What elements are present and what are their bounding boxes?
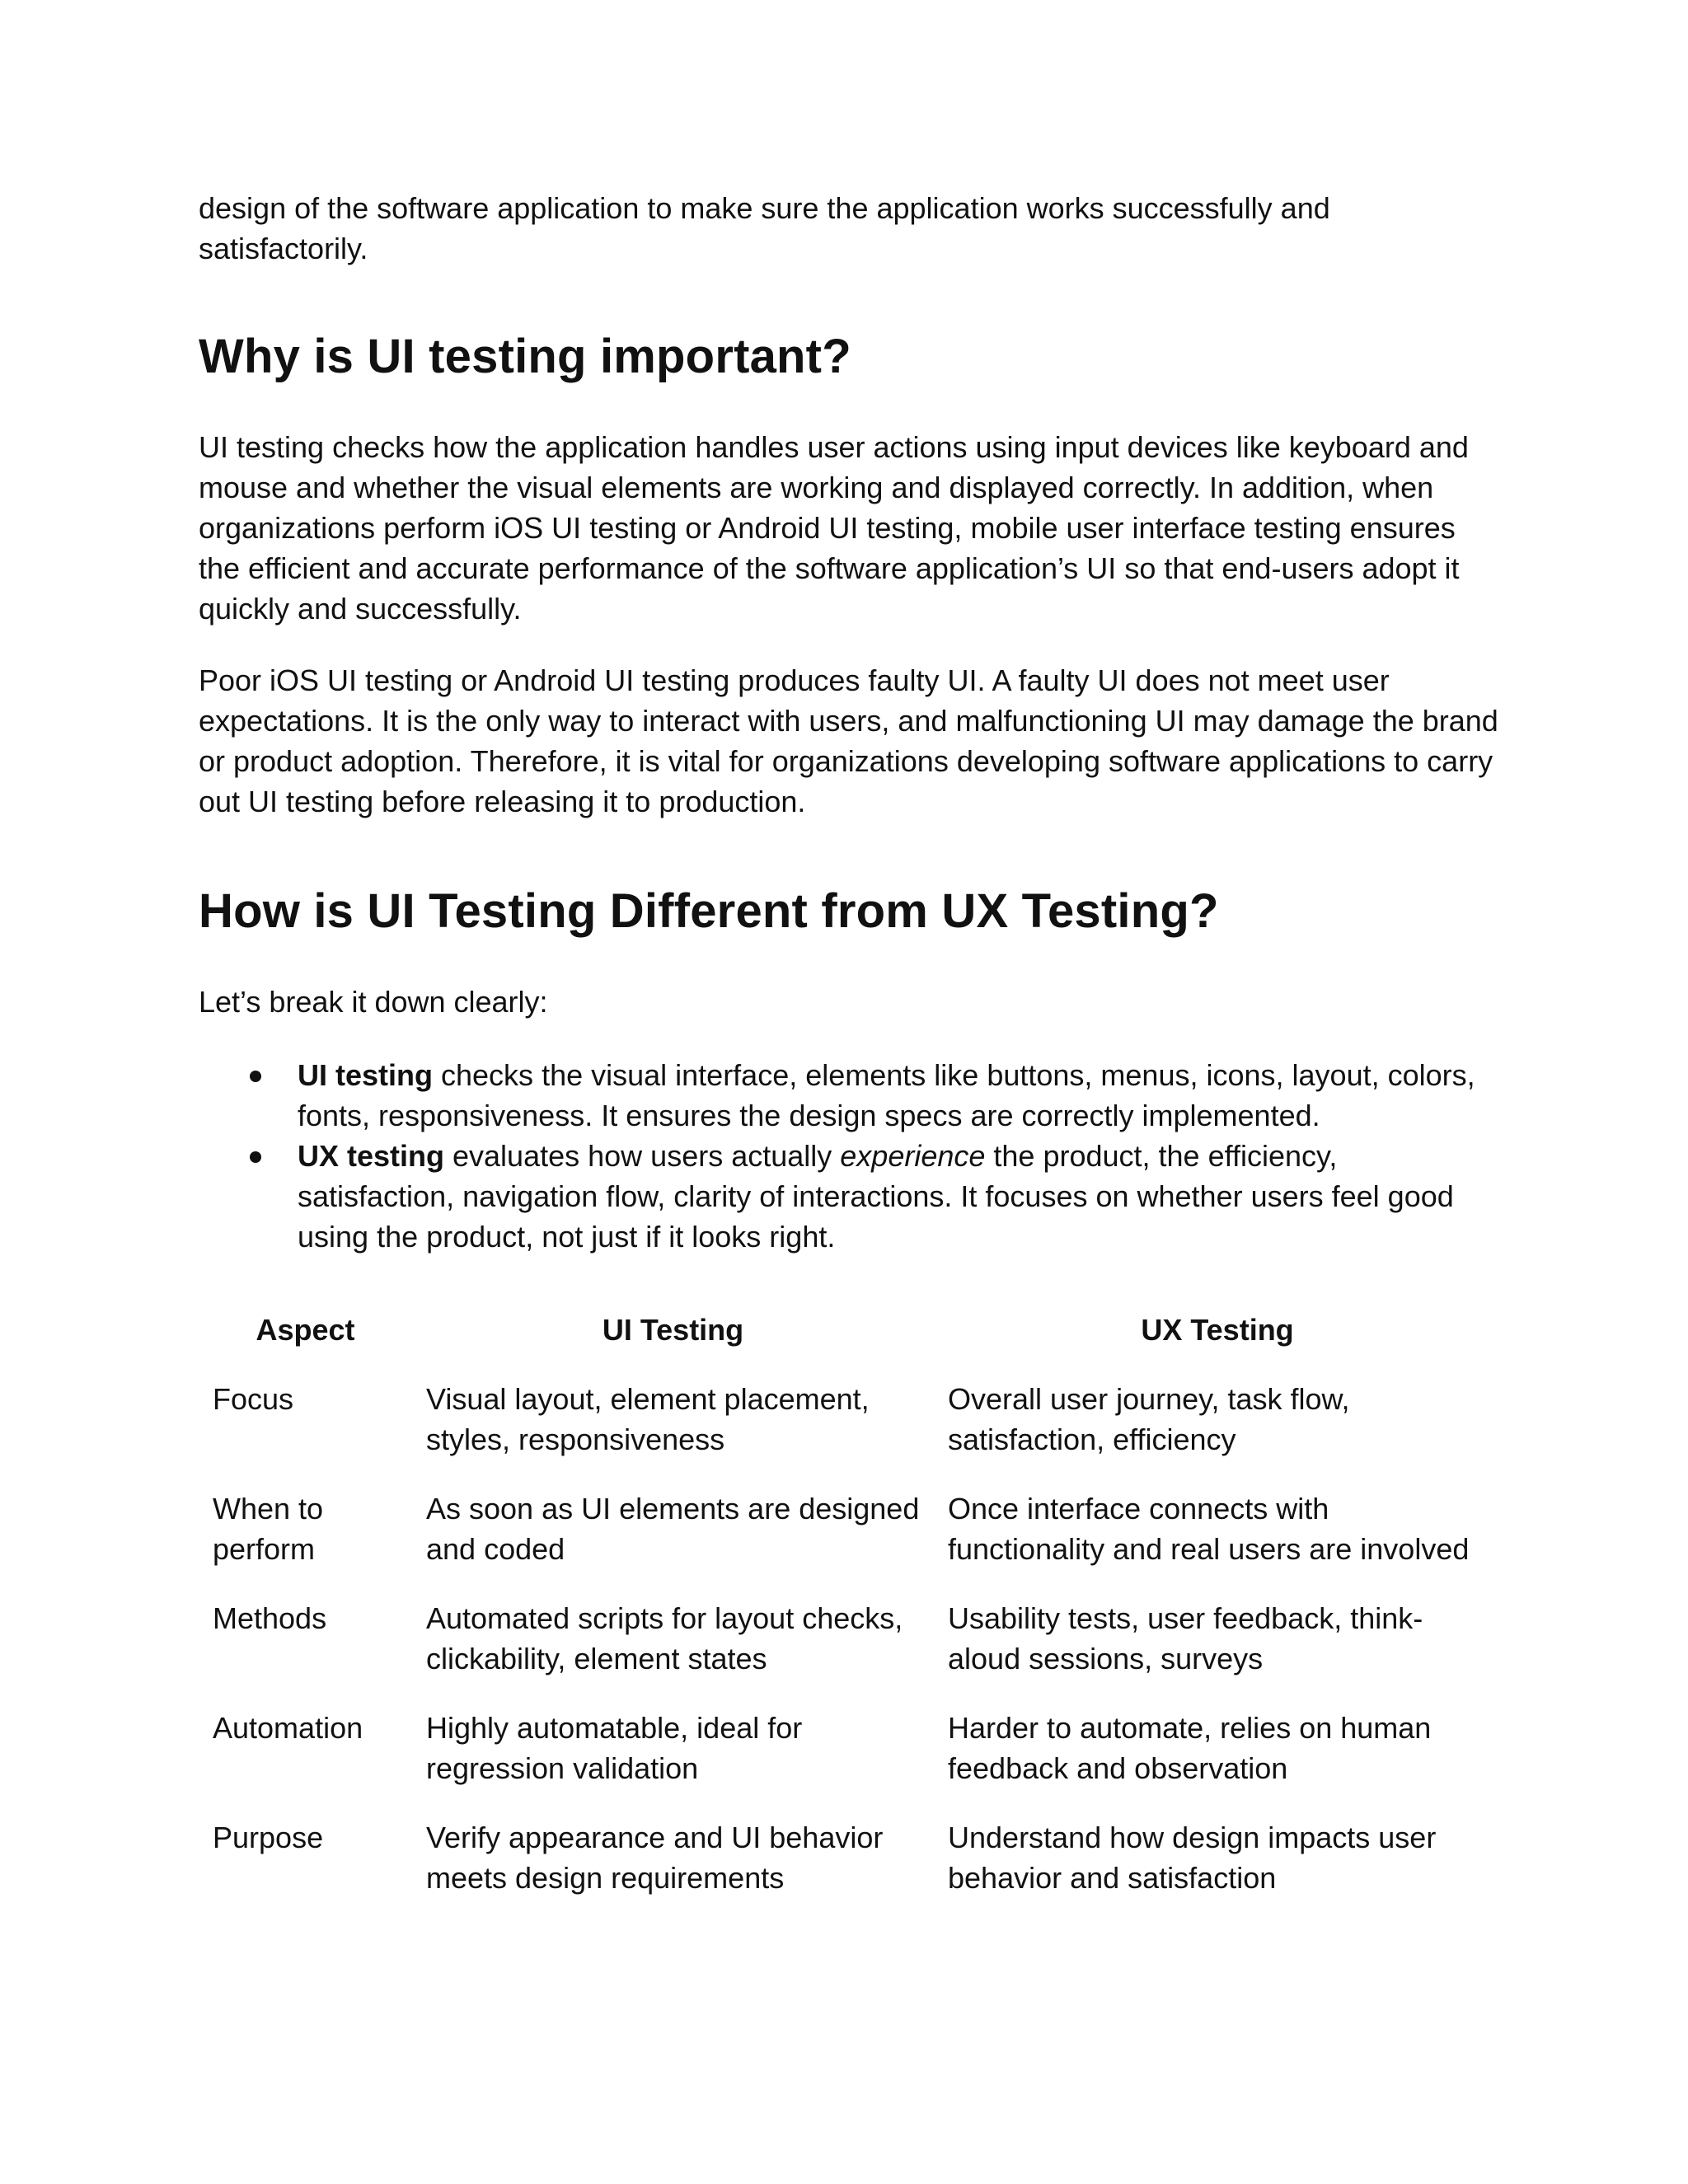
table-header-aspect: Aspect xyxy=(256,1313,355,1347)
bullet-icon xyxy=(250,1151,261,1163)
intro-paragraph: design of the software application to make sure the application works successfully and satisfactorily. xyxy=(199,191,1330,265)
table-cell-ux: Understand how design impacts user behavior and satisfaction xyxy=(948,1821,1437,1895)
table-cell-ux: Overall user journey, task flow, satisfaction, efficiency xyxy=(948,1382,1350,1456)
table-cell-ui: Automated scripts for layout checks, clickability, element states xyxy=(426,1601,903,1675)
table-cell-ui: Highly automatable, ideal for regression validation xyxy=(426,1711,803,1785)
table-header-ux-testing: UX Testing xyxy=(1141,1313,1294,1347)
list-item-ux-testing xyxy=(199,1136,1501,1257)
comparison-table xyxy=(199,1310,1501,1927)
table-header-ui-testing: UI Testing xyxy=(602,1313,744,1347)
table-row xyxy=(199,1488,1501,1598)
table-header-row xyxy=(199,1310,1501,1379)
lead-paragraph: Let’s break it down clearly: xyxy=(199,985,548,1019)
table-cell-ui: Verify appearance and UI behavior meets design requirements xyxy=(426,1821,884,1895)
bullet-term: UX testing xyxy=(298,1139,445,1173)
paragraph-ui-testing-checks: UI testing checks how the application handles user actions using input devices like keyboard and mouse and whether the visual elements are working and displayed correctly. In addition, when organizations perform iOS UI testing or Android UI testing, mobile user interface testing ensures the efficient and accurate performance of the software application’s UI so that end-users adopt it quickly and successfully. xyxy=(199,430,1469,626)
table-cell-aspect: Purpose xyxy=(213,1821,324,1854)
bullet-text: evaluates how users actually xyxy=(444,1139,841,1173)
table-row xyxy=(199,1379,1501,1488)
table-cell-aspect: Focus xyxy=(213,1382,294,1416)
bullet-icon xyxy=(250,1071,261,1082)
bullet-list xyxy=(199,1055,1501,1257)
bullet-text: checks the visual interface, elements like buttons, menus, icons, layout, colors, fonts, responsiveness. It ensures the design specs are correctly implemented. xyxy=(298,1058,1475,1132)
table-cell-ux: Once interface connects with functionality and real users are involved xyxy=(948,1492,1470,1566)
bullet-term: UI testing xyxy=(298,1058,434,1092)
list-item-ui-testing xyxy=(199,1055,1501,1136)
table-row xyxy=(199,1817,1501,1927)
table-cell-ux: Harder to automate, relies on human feedback and observation xyxy=(948,1711,1432,1785)
section-heading-ui-vs-ux: How is UI Testing Different from UX Testing? xyxy=(199,884,1219,938)
table-cell-ux: Usability tests, user feedback, think-aloud sessions, surveys xyxy=(948,1601,1423,1675)
paragraph-poor-ui-testing: Poor iOS UI testing or Android UI testing produces faulty UI. A faulty UI does not meet user expectations. It is the only way to interact with users, and malfunctioning UI may damage the brand or product adoption. Therefore, it is vital for organizations developing software applications to carry out UI testing before releasing it to production. xyxy=(199,663,1498,818)
table-row xyxy=(199,1598,1501,1708)
table-cell-aspect: Methods xyxy=(213,1601,327,1635)
document-page xyxy=(199,188,1501,1927)
section-heading-why-ui-testing: Why is UI testing important? xyxy=(199,330,851,383)
table-cell-ui: Visual layout, element placement, styles, responsiveness xyxy=(426,1382,870,1456)
bullet-text: the product, the efficiency, satisfaction, navigation flow, clarity of interactions. It focuses on whether users feel good using the product, not just if it looks right. xyxy=(298,1139,1454,1254)
table-cell-ui: As soon as UI elements are designed and coded xyxy=(426,1492,920,1566)
table-cell-aspect: When to perform xyxy=(213,1492,324,1566)
bullet-emphasis: experience xyxy=(840,1139,986,1173)
table-row xyxy=(199,1708,1501,1817)
table-cell-aspect: Automation xyxy=(213,1711,363,1745)
